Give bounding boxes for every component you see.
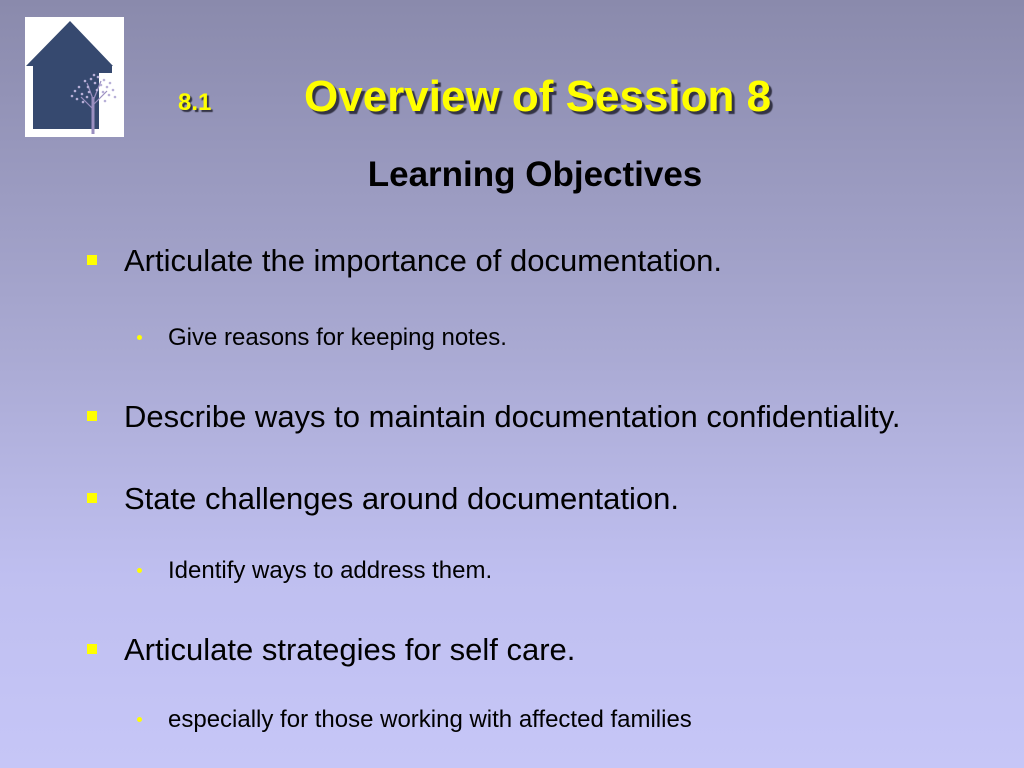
list-item bbox=[87, 399, 901, 435]
house-with-tree-icon bbox=[25, 17, 124, 137]
objective-text: Describe ways to maintain documentation confidentiality. bbox=[124, 399, 901, 434]
slide-number: 8.1 bbox=[178, 89, 212, 116]
square-bullet-icon bbox=[87, 255, 97, 265]
objective-text: Articulate strategies for self care. bbox=[124, 632, 576, 667]
square-bullet-icon bbox=[87, 411, 97, 421]
logo bbox=[25, 17, 124, 137]
list-item bbox=[137, 557, 492, 585]
sub-objective-text: Identify ways to address them. bbox=[168, 557, 493, 584]
dot-bullet-icon bbox=[137, 568, 142, 573]
list-item bbox=[137, 324, 507, 352]
square-bullet-icon bbox=[87, 644, 97, 654]
objective-text: Articulate the importance of documentation. bbox=[124, 243, 722, 278]
objective-text: State challenges around documentation. bbox=[124, 481, 679, 516]
sub-objective-text: Give reasons for keeping notes. bbox=[168, 324, 507, 351]
dot-bullet-icon bbox=[137, 335, 142, 340]
list-item bbox=[137, 706, 692, 734]
list-item bbox=[87, 481, 679, 517]
list-item bbox=[87, 632, 575, 668]
dot-bullet-icon bbox=[137, 717, 142, 722]
slide-subtitle: Learning Objectives bbox=[367, 155, 703, 194]
square-bullet-icon bbox=[87, 493, 97, 503]
list-item bbox=[87, 243, 722, 279]
slide-title: Overview of Session 8 bbox=[304, 72, 772, 121]
sub-objective-text: especially for those working with affected families bbox=[168, 706, 692, 733]
